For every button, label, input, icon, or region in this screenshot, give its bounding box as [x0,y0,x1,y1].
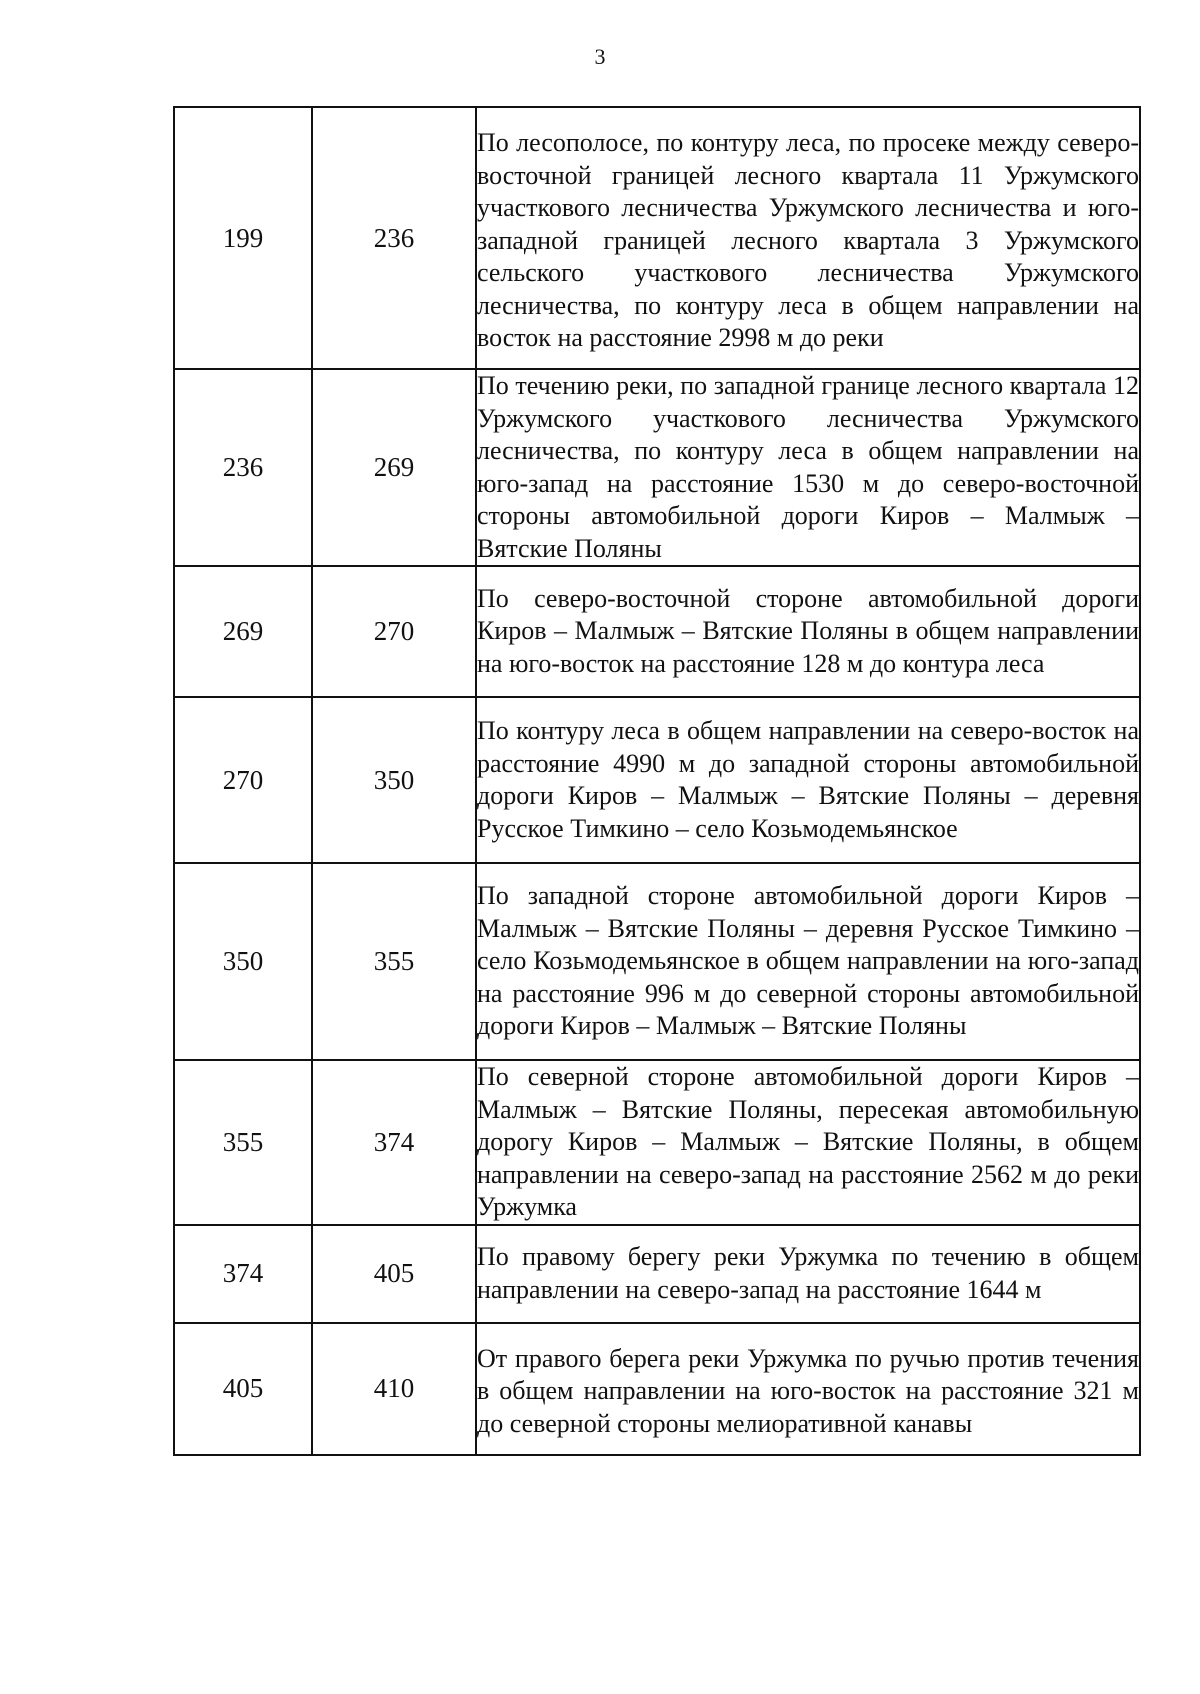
point-from-cell: 405 [174,1323,312,1455]
point-from-cell: 374 [174,1225,312,1323]
description-cell: По правому берегу реки Уржумка по течению в общем направлении на северо-запад на расстояние 1644 м [476,1225,1140,1323]
table-row [174,863,1140,1060]
description-cell: По северо-восточной стороне автомобильной дороги Киров – Малмыж – Вятские Поляны в общем направлении на юго-восток на расстояние 128 м до контура леса [476,566,1140,697]
point-to-cell: 236 [312,107,476,369]
table-row [174,369,1140,566]
point-to-cell: 374 [312,1060,476,1225]
point-from-cell: 269 [174,566,312,697]
point-to-cell: 269 [312,369,476,566]
point-from-cell: 355 [174,1060,312,1225]
boundary-table [173,106,1141,1456]
table-row [174,1225,1140,1323]
point-from-cell: 270 [174,697,312,863]
page-number: 3 [594,44,606,69]
point-to-cell: 270 [312,566,476,697]
table-row [174,1323,1140,1455]
point-from-cell: 199 [174,107,312,369]
table-row [174,1060,1140,1225]
table-row [174,107,1140,369]
description-cell: По западной стороне автомобильной дороги Киров – Малмыж – Вятские Поляны – деревня Русское Тимкино – село Козьмодемьянское в общем направлении на юго-запад на расстояние 996 м до северной стороны автомобильной дороги Киров – Малмыж – Вятские Поляны [476,863,1140,1060]
description-cell: По северной стороне автомобильной дороги Киров – Малмыж – Вятские Поляны, пересекая автомобильную дорогу Киров – Малмыж – Вятские Поляны, в общем направлении на северо-запад на расстояние 2562 м до реки Уржумка [476,1060,1140,1225]
table-row [174,697,1140,863]
description-cell: По лесополосе, по контуру леса, по просеке между северо-восточной границей лесного квартала 11 Уржумского участкового лесничества Уржумского лесничества и юго-западной границей лесного квартала 3 Уржумского сельского участкового лесничества Уржумского лесничества, по контуру леса в общем направлении на восток на расстояние 2998 м до реки [476,107,1140,369]
point-to-cell: 405 [312,1225,476,1323]
point-from-cell: 236 [174,369,312,566]
point-to-cell: 355 [312,863,476,1060]
point-to-cell: 410 [312,1323,476,1455]
table-row [174,566,1140,697]
point-from-cell: 350 [174,863,312,1060]
description-cell: По контуру леса в общем направлении на северо-восток на расстояние 4990 м до западной стороны автомобильной дороги Киров – Малмыж – Вятские Поляны – деревня Русское Тимкино – село Козьмодемьянское [476,697,1140,863]
description-cell: От правого берега реки Уржумка по ручью против течения в общем направлении на юго-восток на расстояние 321 м до северной стороны мелиоративной канавы [476,1323,1140,1455]
point-to-cell: 350 [312,697,476,863]
description-cell: По течению реки, по западной границе лесного квартала 12 Уржумского участкового лесничества Уржумского лесничества, по контуру леса в общем направлении на юго-запад на расстояние 1530 м до северо-восточной стороны автомобильной дороги Киров – Малмыж – Вятские Поляны [476,369,1140,566]
